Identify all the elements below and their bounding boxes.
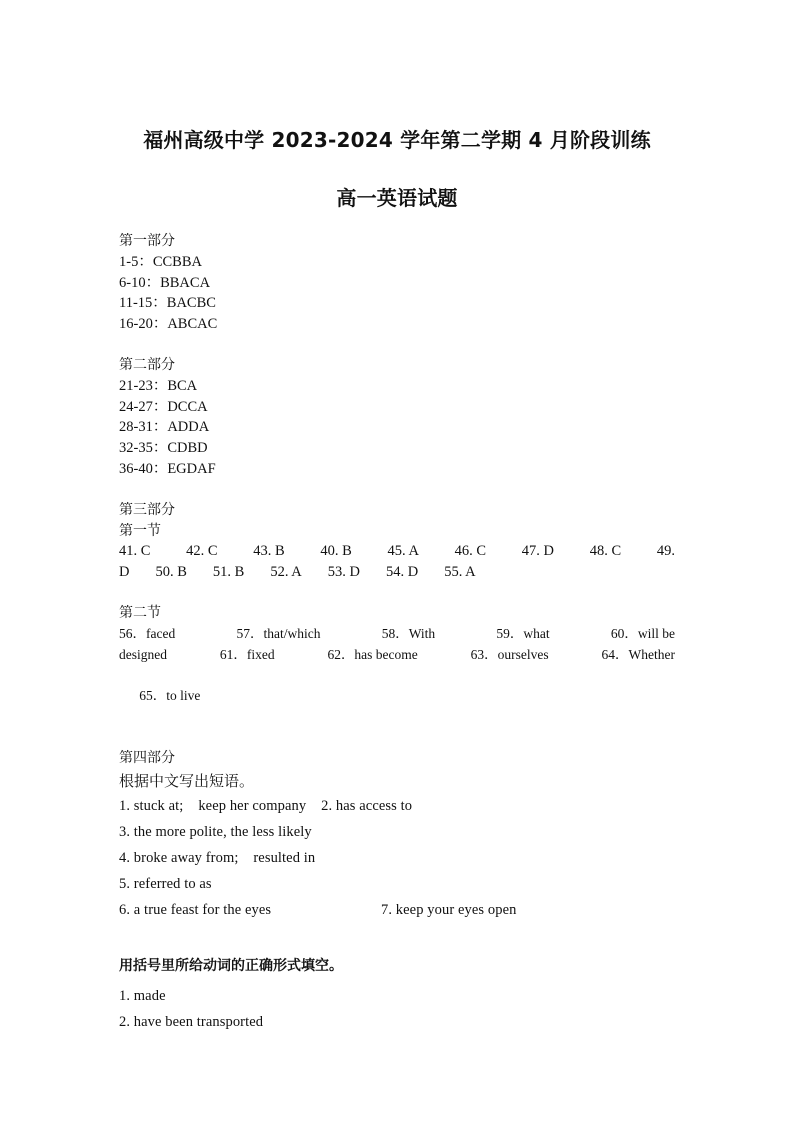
- phrase-line: 4. broke away from; resulted in: [119, 849, 316, 866]
- part3-section2-row: [119, 645, 675, 666]
- part1-heading: 第一部分: [119, 233, 175, 249]
- part3-section2-heading: 第二节: [119, 604, 161, 621]
- part3-section2-row: [119, 665, 675, 727]
- part2-heading: 第二部分: [119, 356, 175, 373]
- phrase-line: [119, 897, 675, 923]
- part2-line: 24-27：DCCA: [119, 398, 208, 415]
- part1-line: 1-5：CCBBA: [119, 253, 202, 270]
- part2-line: 32-35：CDBD: [119, 440, 208, 457]
- fill-in-answer: 1. made: [119, 987, 166, 1004]
- part1-line: 11-15：BACBC: [119, 295, 216, 312]
- answer-item: 40. B: [320, 543, 352, 560]
- part3-section2-row: [119, 624, 675, 645]
- answer-item: 43. B: [253, 543, 285, 560]
- answer-item: 56．faced: [119, 625, 176, 641]
- answer-item: 61．fixed: [219, 646, 275, 662]
- part3-heading: 第三部分: [119, 501, 175, 518]
- document-subtitle: 高一英语试题: [336, 186, 458, 210]
- phrase-item: 7. keep your eyes open: [381, 901, 517, 918]
- answer-item: 46. C: [454, 543, 487, 560]
- fill-in-instruction: 用括号里所给动词的正确形式填空。: [119, 957, 343, 974]
- answer-item: 63．ourselves: [470, 646, 549, 662]
- part1-line: 16-20：ABCAC: [119, 316, 218, 333]
- answer-item: 65．to live: [139, 688, 201, 704]
- answer-item: 57．that/which: [236, 625, 321, 641]
- answer-item: D: [119, 564, 130, 581]
- part2-line: 36-40：EGDAF: [119, 460, 216, 477]
- answer-item: 50. B: [155, 564, 187, 581]
- part4-instruction: 根据中文写出短语。: [119, 771, 255, 790]
- answer-item: 52. A: [270, 564, 302, 581]
- part2-line: 21-23：BCA: [119, 377, 198, 394]
- answer-item: 48. C: [589, 543, 622, 560]
- answer-item: 49.: [656, 543, 675, 560]
- answer-item: designed: [119, 646, 167, 662]
- answer-item: 59．what: [496, 625, 550, 641]
- part1-line: 6-10：BBACA: [119, 274, 211, 291]
- answer-item: 53. D: [327, 564, 360, 581]
- fill-in-answers: [119, 983, 675, 1035]
- answer-item: 42. C: [186, 543, 218, 560]
- phrase-line: 5. referred to as: [119, 875, 212, 892]
- fill-in-answer: 2. have been transported: [119, 1013, 264, 1030]
- part3-section1-row: [119, 562, 675, 583]
- part2-line: 28-31：ADDA: [119, 419, 210, 436]
- part3-section1-heading: 第一节: [119, 522, 161, 539]
- answer-item: 55. A: [444, 564, 476, 581]
- answer-item: 47. D: [521, 543, 554, 560]
- answer-item: 64．Whether: [601, 646, 675, 662]
- answer-item: 62．has become: [327, 646, 418, 662]
- phrase-list: [119, 793, 675, 923]
- answer-item: 45. A: [387, 543, 419, 560]
- answer-item: 58．With: [381, 625, 436, 641]
- answer-item: 41. C: [119, 543, 151, 560]
- document-title: 福州高级中学 2023-2024 学年第二学期 4 月阶段训练: [143, 128, 651, 152]
- phrase-line: 3. the more polite, the less likely: [119, 823, 312, 840]
- answer-body: [119, 231, 675, 1035]
- answer-item: 51. B: [212, 564, 245, 581]
- part3-section1-row: [119, 541, 675, 562]
- part4-heading: 第四部分: [119, 749, 175, 766]
- answer-item: 54. D: [385, 564, 419, 581]
- answer-item: 60．will be: [610, 625, 675, 641]
- phrase-line: 1. stuck at; keep her company 2. has access to: [119, 797, 413, 814]
- phrase-item: 6. a true feast for the eyes: [119, 901, 272, 918]
